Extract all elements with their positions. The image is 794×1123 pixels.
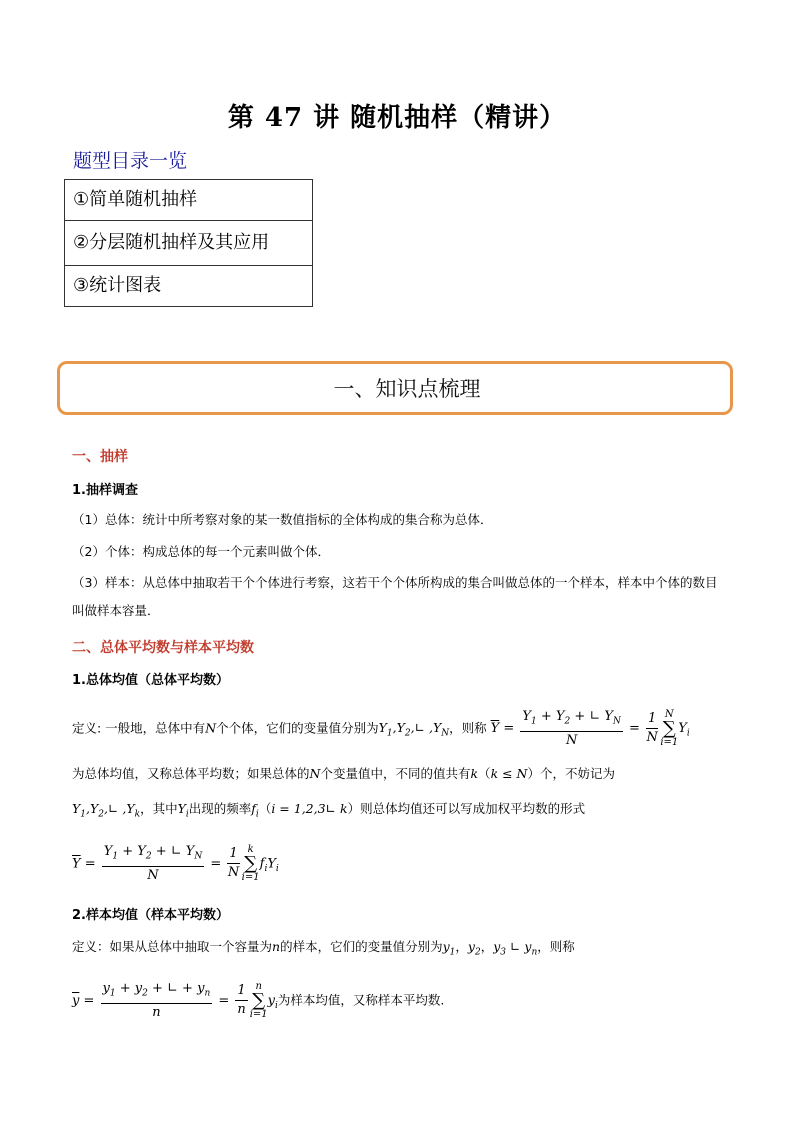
paragraph-population: （1）总体：统计中所考察对象的某一数值指标的全体构成的集合称为总体． — [72, 512, 493, 527]
section-heading-sampling: 一、抽样 — [72, 449, 128, 465]
toc-heading: 题型目录一览 — [73, 150, 188, 172]
toc-item: ①简单随机抽样 — [65, 180, 313, 221]
definition-population-mean: 定义: 一般地，总体中有N个个体，它们的变量值分别为$Y_1,Y_2,∟$ $,Y_N$，则称 $\overline{Y}$ = $\frac{Y_1 + Y_2 + ∟ Y_N}{N}$ = $\frac{1}{N}$ N ∑ i=1 $Y_i$ — [72, 708, 690, 748]
section-heading-means: 二、总体平均数与样本平均数 — [72, 640, 254, 656]
sample-mean-formula: $\overline{y}$ = $\frac{y_1 + y_2 + ∟ + y_n}{n}$ = $\frac{1}{n}$ n ∑ i=1 $y_i$为样本均值，又称样本平均数. — [72, 980, 445, 1020]
paragraph-sample: （3）样本：从总体中抽取若干个个体进行考察，这若干个个体所构成的集合叫做总体的一个样本，样本中个体的数目叫做样本容量． — [72, 575, 718, 618]
section-banner: 一、知识点梳理 — [57, 361, 733, 415]
toc-item: ②分层随机抽样及其应用 — [65, 221, 313, 266]
definition-sample-mean: 定义：如果从总体中抽取一个容量为n的样本，它们的变量值分别为$y_1$，$y_2$，$y_3$ ∟ $y_n$，则称 — [72, 939, 575, 958]
subheading-sampling-survey: 1.抽样调查 — [72, 483, 138, 498]
paragraph-frequency: $Y_1,Y_2,∟$ $,Y_k$，其中$Y_i$出现的频率$f_i(i$ = 1,2,3∟ k）则总体均值还可以写成加权平均数的形式 — [72, 801, 586, 820]
population-mean-formula: $\overline{Y}$ = $\frac{Y_1 + Y_2 + ∟ Y_N}{N}$ = $\frac{1}{N}$ N ∑ i=1 $Y_i$ — [490, 708, 690, 748]
page-title: 第 47 讲 随机抽样（精讲） — [227, 103, 567, 133]
subheading-sample-mean: 2.样本均值（样本平均数） — [72, 908, 229, 923]
subheading-population-mean: 1.总体均值（总体平均数） — [72, 673, 229, 688]
toc-table — [64, 179, 313, 307]
toc-item: ③统计图表 — [65, 266, 313, 307]
weighted-mean-formula: $\overline{Y}$ = $\frac{Y_1 + Y_2 + ∟ Y_N}{N}$ = $\frac{1}{N}$ k ∑ i=1 $f_iY_i$ — [72, 843, 279, 883]
paragraph-individual: （2）个体：构成总体的每一个元素叫做个体． — [72, 544, 330, 559]
paragraph-distinct-values: 为总体均值，又称总体平均数；如果总体的N个变量值中，不同的值共有k（k ≤ N）个，不妨记为 — [72, 766, 616, 781]
